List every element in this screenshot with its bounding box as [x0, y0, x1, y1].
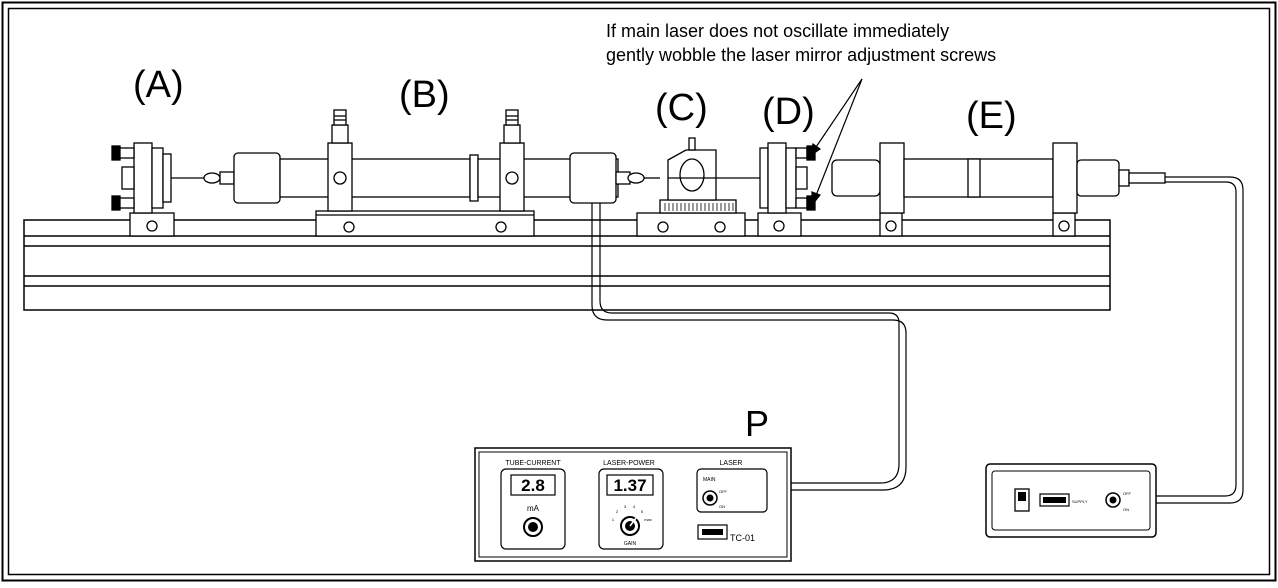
laser-title: LASER	[719, 460, 743, 467]
controller-p	[475, 448, 791, 561]
label-d: (D)	[762, 91, 815, 133]
label-e: (E)	[966, 95, 1017, 137]
label-p: P	[745, 403, 770, 444]
detector-e	[832, 143, 1165, 236]
dial-mark-max: max	[644, 517, 652, 522]
current-knob-center	[528, 522, 538, 532]
optical-rail	[24, 220, 1110, 310]
label-c: (C)	[655, 87, 708, 129]
model-label: TC-01	[730, 533, 756, 543]
tube-current-display: 2.8	[521, 476, 545, 495]
remote-off-label: OFF	[1123, 491, 1131, 496]
tube-current-title: TUBE-CURRENT	[505, 460, 561, 467]
main-off-label: OFF	[719, 489, 727, 494]
laser-tube-b	[234, 110, 660, 236]
main-switch-center	[707, 495, 714, 502]
tube-current-panel	[501, 460, 565, 549]
connector-pins	[702, 529, 723, 535]
note-line-1: If main laser does not oscillate immediately	[606, 21, 950, 41]
dial-mark-5: 5	[640, 509, 644, 514]
label-b: (B)	[399, 74, 450, 116]
remote-switch-center	[1110, 497, 1117, 504]
rotation-mount-c	[637, 138, 760, 236]
supply-label: SUPPLY	[1072, 499, 1088, 504]
dial-mark-4: 4	[632, 504, 636, 509]
main-switch-label: MAIN	[703, 477, 716, 483]
laser-power-panel	[599, 460, 663, 549]
rocker-indicator	[1018, 492, 1026, 501]
remote-unit	[986, 464, 1156, 537]
dial-mark-2: 2	[615, 509, 619, 514]
supply-port-pins	[1043, 497, 1066, 503]
gain-label: GAIN	[623, 541, 637, 547]
laser-power-display: 1.37	[613, 476, 647, 495]
tube-current-unit: mA	[527, 504, 539, 513]
note-line-2: gently wobble the laser mirror adjustment screws	[606, 45, 997, 65]
label-a: (A)	[133, 64, 184, 106]
mount-a	[112, 143, 234, 236]
main-on-label: ON	[719, 504, 725, 509]
laser-power-title: LASER-POWER	[603, 460, 655, 467]
remote-on-label: ON	[1123, 507, 1129, 512]
dial-mark-3: 3	[623, 504, 627, 509]
mount-d	[758, 143, 815, 236]
dial-mark-1: 1	[611, 517, 615, 522]
